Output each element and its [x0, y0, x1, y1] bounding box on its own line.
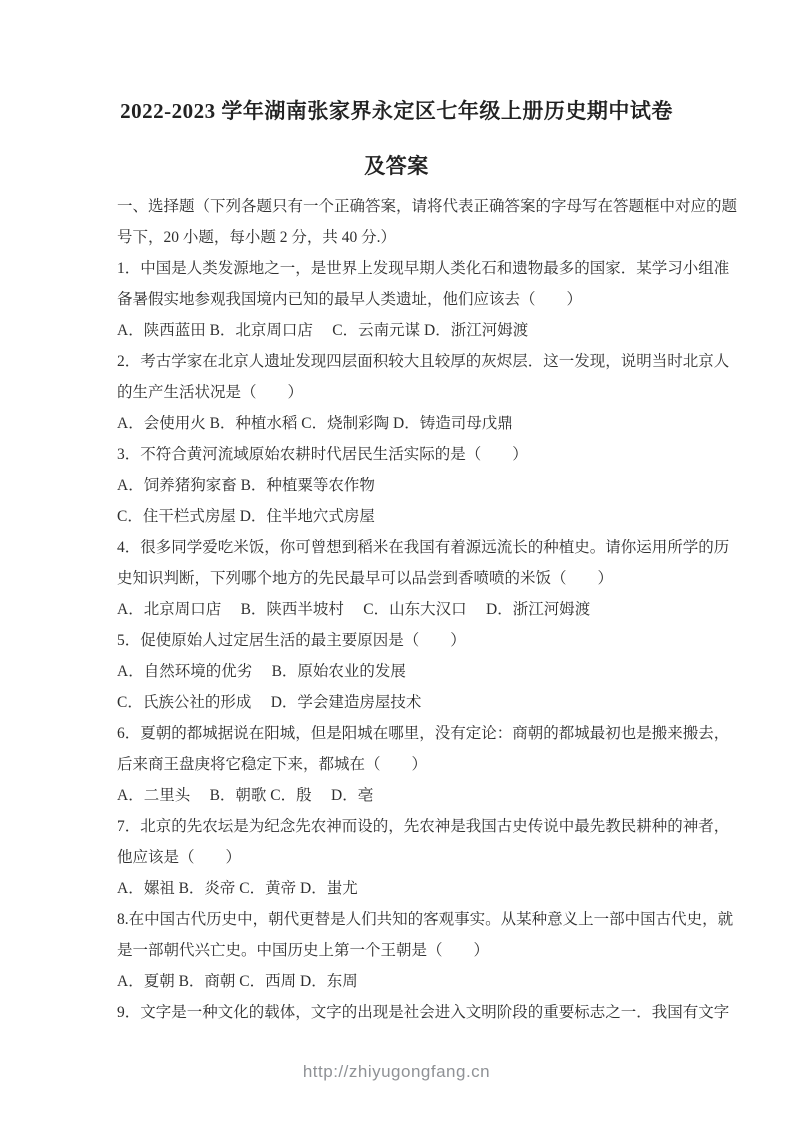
question-6-options: A．二里头 B．朝歌 C．殷 D．亳 — [117, 787, 374, 804]
question-6 — [117, 718, 730, 811]
question-4-options: A．北京周口店 B．陕西半坡村 C．山东大汉口 D．浙江河姆渡 — [117, 601, 591, 618]
question-5-options-cd: C．氏族公社的形成 D．学会建造房屋技术 — [117, 694, 422, 711]
question-1 — [117, 253, 730, 346]
question-4-text-line2: 史知识判断，下列哪个地方的先民最早可以品尝到香喷喷的米饭（ ） — [117, 570, 614, 587]
question-2-options: A．会使用火 B．种植水稻 C．烧制彩陶 D．铸造司母戊鼎 — [117, 415, 513, 432]
question-9-text-line1: 9．文字是一种文化的载体，文字的出现是社会进入文明阶段的重要标志之一．我国有文字 — [117, 1004, 730, 1021]
question-7-text-line1: 7．北京的先农坛是为纪念先农神而设的，先农神是我国古史传说中最先教民耕种的神者， — [117, 818, 730, 835]
question-4 — [117, 532, 730, 625]
question-1-text-line1: 1．中国是人类发源地之一，是世界上发现早期人类化石和遗物最多的国家．某学习小组准 — [117, 260, 730, 277]
question-2-text-line2: 的生产生活状况是（ ） — [117, 384, 304, 401]
question-5-text-line1: 5．促使原始人过定居生活的最主要原因是（ ） — [117, 632, 466, 649]
question-8-text-line1: 8.在中国古代历史中，朝代更替是人们共知的客观事实。从某种意义上一部中国古代史，就 — [117, 911, 734, 928]
section-heading-line2: 号下，20 小题，每小题 2 分，共 40 分.） — [117, 229, 397, 246]
question-7-options: A．嫘祖 B．炎帝 C．黄帝 D．蚩尤 — [117, 880, 358, 897]
question-3 — [117, 439, 679, 532]
question-8 — [117, 904, 734, 997]
question-5-options-ab: A．自然环境的优劣 B．原始农业的发展 — [117, 663, 406, 680]
question-6-text-line2: 后来商王盘庚将它稳定下来，都城在（ ） — [117, 756, 428, 773]
question-3-options-cd: C．住干栏式房屋 D．住半地穴式房屋 — [117, 508, 375, 525]
document-title-line1: 2022-2023 学年湖南张家界永定区七年级上册历史期中试卷 — [120, 99, 673, 123]
question-8-text-line2: 是一部朝代兴亡史。中国历史上第一个王朝是（ ） — [117, 942, 490, 959]
question-4-text-line1: 4．很多同学爱吃米饭，你可曾想到稻米在我国有着源远流长的种植史。请你运用所学的历 — [117, 539, 730, 556]
section-heading-line1: 一、选择题（下列各题只有一个正确答案，请将代表正确答案的字母写在答题框中对应的题 — [117, 198, 738, 215]
question-3-text-line1: 3．不符合黄河流域原始农耕时代居民生活实际的是（ ） — [117, 446, 528, 463]
question-8-options: A．夏朝 B．商朝 C．西周 D．东周 — [117, 973, 358, 990]
question-2-text-line1: 2．考古学家在北京人遗址发现四层面积较大且较厚的灰烬层．这一发现，说明当时北京人 — [117, 353, 730, 370]
question-5 — [117, 625, 679, 718]
footer-watermark-url: http://zhiyugongfang.cn — [302, 1062, 491, 1081]
question-9 — [117, 997, 730, 1028]
question-1-options: A．陕西蓝田 B．北京周口店 C．云南元谋 D．浙江河姆渡 — [117, 322, 529, 339]
question-1-text-line2: 备暑假实地参观我国境内已知的最早人类遗址，他们应该去（ ） — [117, 291, 583, 308]
question-6-text-line1: 6．夏朝的都城据说在阳城，但是阳城在哪里，没有定论：商朝的都城最初也是搬来搬去， — [117, 725, 730, 742]
question-2 — [117, 346, 730, 439]
question-7 — [117, 811, 730, 904]
question-3-options-ab: A．饲养猪狗家畜 B．种植粟等农作物 — [117, 477, 375, 494]
document-body — [117, 191, 738, 1028]
question-7-text-line2: 他应该是（ ） — [117, 849, 242, 866]
document-title-line2: 及答案 — [364, 154, 429, 178]
